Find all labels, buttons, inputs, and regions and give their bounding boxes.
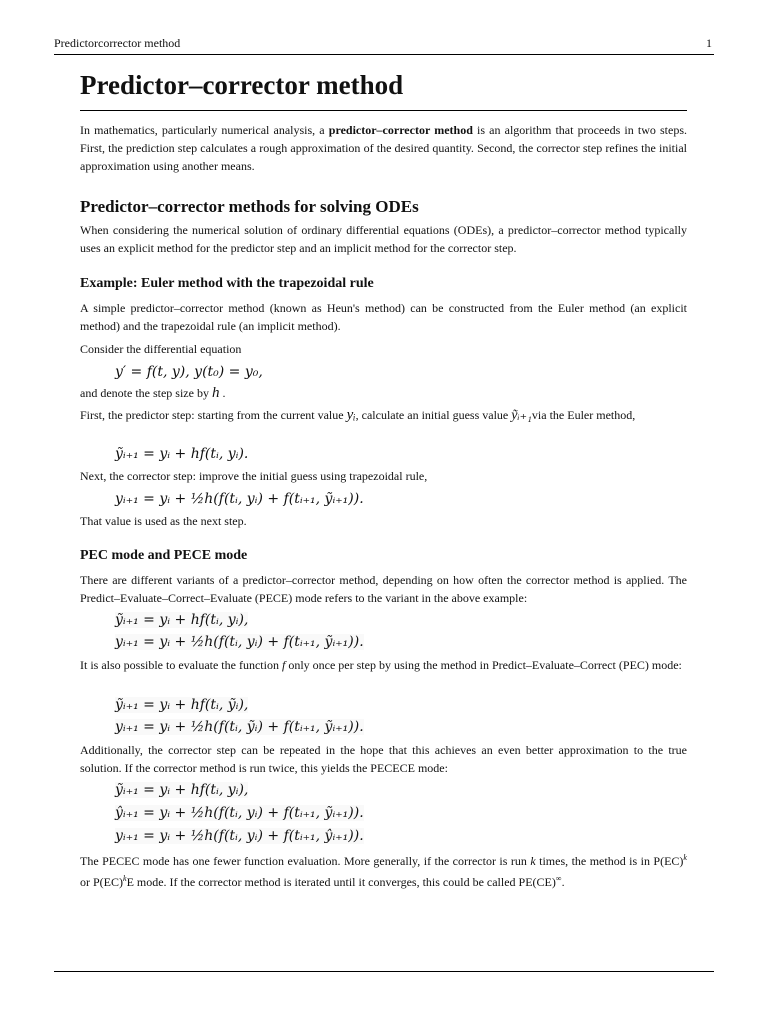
pec-equation-1: ỹᵢ₊₁ = yᵢ + hf(tᵢ, ỹᵢ), — [115, 697, 249, 713]
pec-paragraph: It is also possible to evaluate the function f only once per step by using the method in Predict–Evaluate–Correct (PEC) mode: — [80, 658, 682, 672]
pec-equation-2: yᵢ₊₁ = yᵢ + ½h(f(tᵢ, ỹᵢ) + f(tᵢ₊₁, ỹᵢ₊₁)). — [115, 719, 364, 735]
consider-paragraph: Consider the differential equation — [80, 342, 242, 356]
running-title: Predictorcorrector method — [54, 36, 181, 50]
pece-equation-1: ỹᵢ₊₁ = yᵢ + hf(tᵢ, yᵢ), — [115, 612, 249, 628]
page-title: Predictor–corrector method — [80, 70, 404, 100]
pece-intro-paragraph: There are different variants of a predictor–corrector method, depending on how often the corrector method is applied. The Predict–Evaluate–Correct–Evaluate (PECE) mode refers to the variant in the above example: — [80, 573, 687, 605]
pecece-paragraph: Additionally, the corrector step can be repeated in the hope that this achieves an even better approximation to the true solution. If the corrector method is run twice, this yields the PECECE mode: — [80, 743, 687, 775]
corrector-paragraph: Next, the corrector step: improve the initial guess using trapezoidal rule, — [80, 469, 428, 483]
ode-equation: y′ = f(t, y), y(t₀) = y₀, — [115, 364, 263, 380]
title-rule — [80, 110, 687, 111]
odes-paragraph: When considering the numerical solution of ordinary differential equations (ODEs), a predictor–corrector method typically uses an explicit method for the predictor step and an implicit method for the corrector step. — [80, 223, 687, 255]
heun-paragraph: A simple predictor–corrector method (known as Heun's method) can be constructed from the Euler method (an explicit method) and the trapezoidal rule (an implicit method). — [80, 301, 687, 333]
section-heading-odes: Predictor–corrector methods for solving ODEs — [80, 197, 419, 216]
section-heading-euler: Example: Euler method with the trapezoidal rule — [80, 276, 374, 291]
running-header — [54, 36, 714, 55]
intro-bold-term: predictor–corrector method — [328, 123, 473, 137]
step-size-paragraph: and denote the step size by h . — [80, 385, 226, 401]
next-step-paragraph: That value is used as the next step. — [80, 514, 247, 528]
pece-equation-2: yᵢ₊₁ = yᵢ + ½h(f(tᵢ, yᵢ) + f(tᵢ₊₁, ỹᵢ₊₁)). — [115, 634, 364, 650]
euler-equation: ỹᵢ₊₁ = yᵢ + hf(tᵢ, yᵢ). — [115, 446, 249, 462]
trapezoid-equation: yᵢ₊₁ = yᵢ + ½h(f(tᵢ, yᵢ) + f(tᵢ₊₁, ỹᵢ₊₁)). — [115, 491, 364, 507]
pecec-summary-paragraph: The PECEC mode has one fewer function evaluation. More generally, if the corrector is run k times, the method is in P(EC)$^k$ or P(EC)$^k$E mode. If the corrector method is iterated until it converges, this could be called PE(CE)∞. — [80, 853, 687, 889]
intro-paragraph: In mathematics, particularly numerical analysis, a predictor–corrector method is an algorithm that proceeds in two steps. First, the prediction step calculates a rough approximation of the desired quantity. Second, the corrector step refines the initial approximation using another means. — [80, 123, 688, 173]
pecece-equation-3: yᵢ₊₁ = yᵢ + ½h(f(tᵢ, yᵢ) + f(tᵢ₊₁, ŷᵢ₊₁)). — [115, 828, 364, 844]
section-heading-pece: PEC mode and PECE mode — [80, 548, 248, 563]
pecece-equation-2: ŷᵢ₊₁ = yᵢ + ½h(f(tᵢ, yᵢ) + f(tᵢ₊₁, ỹᵢ₊₁)). — [115, 805, 364, 821]
pecece-equation-1: ỹᵢ₊₁ = yᵢ + hf(tᵢ, yᵢ), — [115, 782, 249, 798]
footer-rule — [54, 971, 714, 972]
page-number: 1 — [706, 36, 712, 50]
predictor-paragraph: First, the predictor step: starting from the current value yᵢ, calculate an initial guess value ỹᵢ₊₁via the Euler method, — [80, 407, 636, 423]
